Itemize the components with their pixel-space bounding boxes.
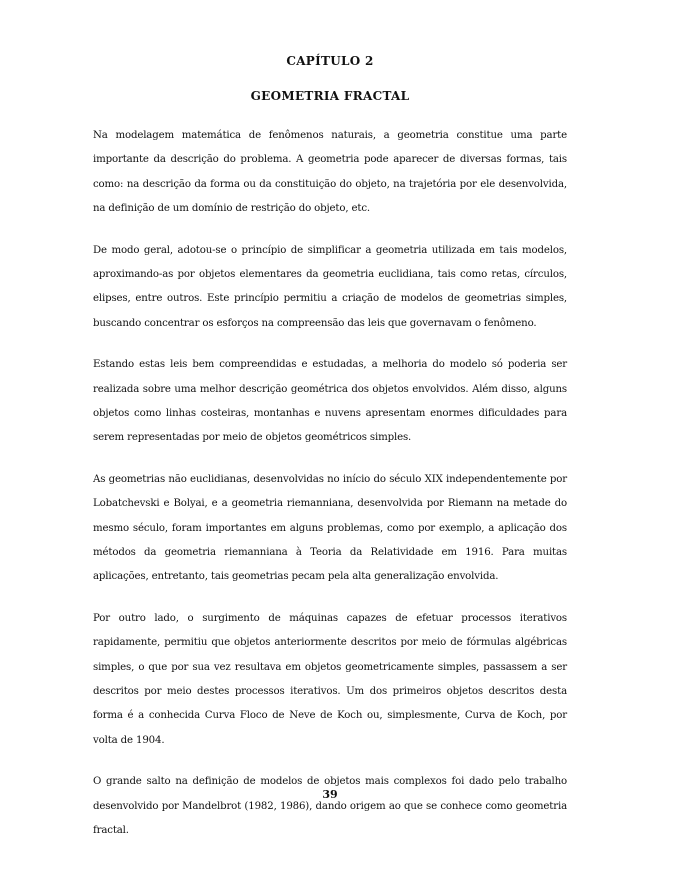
chapter-label: CAPÍTULO 2 [286, 54, 374, 68]
body-text [93, 124, 567, 861]
chapter-title: GEOMETRIA FRACTAL [250, 89, 410, 103]
paragraph: Estando estas leis bem compreendidas e estudadas, a melhoria do modelo só poderia ser realizada sobre uma melhor descrição geométrica dos objetos envolvidos. Além disso, alguns objetos como linhas costeiras, montanhas e nuvens apresentam enormes dificuldades para serem representadas por meio de objetos geométricos simples. [93, 359, 567, 444]
paragraph: O grande salto na definição de modelos de objetos mais complexos foi dado pelo trabalho desenvolvido por Mandelbrot (1982, 1986), dando origem ao que se conhece como geometria fractal. [93, 776, 567, 836]
paragraph: Por outro lado, o surgimento de máquinas capazes de efetuar processos iterativos rapidamente, permitiu que objetos anteriormente descritos por meio de fórmulas algébricas simples, o que por sua vez resultava em objetos geometricamente simples, passassem a ser descritos por meio destes processos iterativos. Um dos primeiros objetos descritos desta forma é a conhecida Curva Floco de Neve de Koch ou, simplesmente, Curva de Koch, por volta de 1904. [93, 613, 567, 746]
paragraph: De modo geral, adotou-se o princípio de simplificar a geometria utilizada em tais modelos, aproximando-as por objetos elementares da geometria euclidiana, tais como retas, círculos, elipses, entre outros. Este princípio permitiu a criação de modelos de geometrias simples, buscando concentrar os esforços na compreensão das leis que governavam o fenômeno. [93, 244, 567, 329]
paragraph: Na modelagem matemática de fenômenos naturais, a geometria constitue uma parte importante da descrição do problema. A geometria pode aparecer de diversas formas, tais como: na descrição da forma ou da constituição do objeto, na trajetória por ele desenvolvida, na definição de um domínio de restrição do objeto, etc. [93, 130, 567, 214]
page-number: 39 [322, 788, 338, 801]
paragraph: As geometrias não euclidianas, desenvolvidas no início do século XIX independentemente por Lobatchevski e Bolyai, e a geometria riemanniana, desenvolvida por Riemann na metade do mesmo século, foram importantes em alguns problemas, como por exemplo, a aplicação dos métodos da geometria riemanniana à Teoria da Relatividade em 1916. Para muitas aplicações, entretanto, tais geometrias pecam pela alta generalização envolvida. [93, 474, 567, 583]
